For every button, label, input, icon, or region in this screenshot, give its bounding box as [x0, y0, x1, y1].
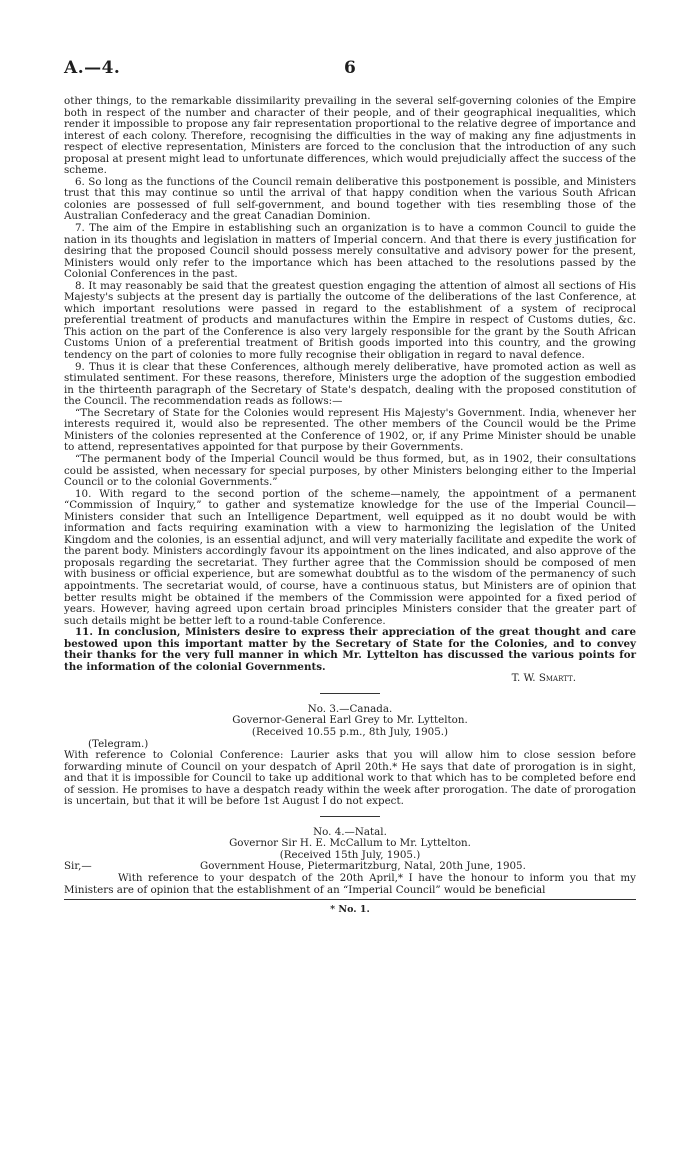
doc3-received: (Received 10.55 p.m., 8th July, 1905.)	[251, 725, 449, 738]
doc4-salutation: Sir,—	[64, 860, 92, 873]
paragraph: other things, to the remarkable dissimilarity prevailing in the several self-governing colonies of the Empire both in respect of the number and character of their people, and of their geographical inequalities, which render it impossible to propose any fair representation proportional to the relative degree of importance and interest of each colony. Therefore, recognising the difficulties in the way of making any fine adjustments in respect of elective representation, Ministers are forced to the conclusion that the introduction of any such proposal at present might lead to unfortunate differences, which would prejudicially affect the success of the scheme.	[64, 95, 636, 177]
paragraph: 6. So long as the functions of the Council remain deliberative this postponement is possible, and Ministers trust that this may continue so until the arrival of that happy condition when the various South African colonies are possessed of full self-government, and bound together with ties resembling those of the Australian Confederacy and the great Canadian Dominion.	[64, 175, 636, 223]
paragraph: 7. The aim of the Empire in establishing such an organization is to have a common Council to guide the nation in its thoughts and legislation in matters of Imperial concern. And that there is every justification for desiring that the proposed Council should possess merely consultative and advisory power for the present, Ministers would only refer to the importance which has been attached to the resolutions passed by the Colonial Conferences in the past.	[64, 222, 636, 281]
doc4-number: No. 4.—Natal.	[313, 825, 387, 838]
doc4-body: With reference to your despatch of the 20th April,* I have the honour to inform you that my Ministers are of opinion that the establishment of an “Imperial Council” would be beneficial	[64, 872, 636, 896]
doc4-from-to: Governor Sir H. E. McCallum to Mr. Lyttelton.	[229, 837, 471, 850]
footnote: * No. 1.	[330, 904, 370, 916]
page-body	[64, 96, 636, 916]
doc4-address: Government House, Pietermaritzburg, Natal, 20th June, 1905.	[200, 860, 526, 873]
doc3-body: With reference to Colonial Conference: Laurier asks that you will allow him to close session before forwarding minute of Council on your despatch of April 20th.* He says that date of prorogation is in sight, and that it is impossible for Council to take up additional work to that which has to be completed before end of session. He promises to have a despatch ready within the week after prorogation. The date of prorogation is uncertain, but that it will be before 1st August I do not expect.	[64, 749, 636, 808]
doc3-from-to: Governor-General Earl Grey to Mr. Lyttelton.	[232, 714, 468, 727]
section-divider	[320, 816, 380, 817]
paragraph-11: 11. In conclusion, Ministers desire to express their appreciation of the great thought and care bestowed upon this important matter by the Secretary of State for the Colonies, and to convey their thanks for the very full manner in which Mr. Lyttelton has discussed the various points for the information of the colonial Governments.	[64, 626, 636, 673]
paragraph: “The permanent body of the Imperial Council would be thus formed, but, as in 1902, their consultations could be assisted, when necessary for special purposes, by other Ministers belonging either to the Imperial Council or to the colonial Governments.”	[64, 452, 636, 489]
memorandum-paragraphs	[64, 96, 636, 627]
document-reference: A.—4.	[64, 58, 121, 78]
signature: T. W. Smartt.	[511, 672, 576, 685]
doc3-telegram-label: (Telegram.)	[88, 737, 149, 750]
paragraph: “The Secretary of State for the Colonies would represent His Majesty's Government. India, whenever her interests required it, would also be represented. The other members of the Council would be the Prime Ministers of the colonies represented at the Conference of 1902, or, if any Prime Minister should be unable to attend, representatives appointed for that purpose by their Governments.	[64, 406, 636, 454]
paragraph: 10. With regard to the second portion of the scheme—namely, the appointment of a permanent “Commission of Inquiry,” to gather and systematize knowledge for the use of the Imperial Council—Ministers consider that such an Intelligence Department, well equipped as it no doubt would be with information and facts requiring examination with a view to harmonizing the legislation of the United Kingdom and the colonies, is an essential adjunct, and will very materially facilitate and expedite the work of the parent body. Ministers accordingly favour its appointment on the lines indicated, and also approve of the proposals regarding the secretariat. They further agree that the Commission should be composed of men with business or official experience, but are somewhat doubtful as to the wisdom of the permanency of such appointments. The secretariat would, of course, have a continuous status, but Ministers are of opinion that better results might be obtained if the members of the Commission were appointed for a fixed period of years. However, having agreed upon certain broad principles Ministers consider that the greater part of such details might be better left to a round-table Conference.	[64, 487, 636, 627]
section-divider	[320, 693, 380, 694]
signature-line	[64, 673, 636, 685]
paragraph: 8. It may reasonably be said that the greatest question engaging the attention of almost all sections of His Majesty's subjects at the present day is partially the outcome of the deliberations of the last Conference, at which important resolutions were passed in regard to the establishment of a system of reciprocal preferential treatment of products and manufactures within the Empire in respect of Customs duties, &c. This action on the part of the Conference is also very largely responsible for the grant by the South African Customs Union of a preferential treatment of British goods imported into this country, and the growing tendency on the part of colonies to more fully recognise their obligation in regard to naval defence.	[64, 279, 636, 362]
paragraph: 9. Thus it is clear that these Conferences, although merely deliberative, have promoted action as well as stimulated sentiment. For these reasons, therefore, Ministers urge the adoption of the suggestion embodied in the thirteenth paragraph of the Secretary of State's despatch, dealing with the proposed constitution of the Council. The recommendation reads as follows:—	[64, 360, 636, 408]
page-header	[64, 58, 636, 82]
doc3-number: No. 3.—Canada.	[307, 702, 393, 715]
doc4-received: (Received 15th July, 1905.)	[279, 848, 421, 861]
footnote-rule	[64, 899, 636, 900]
page-number: 6	[344, 58, 356, 78]
